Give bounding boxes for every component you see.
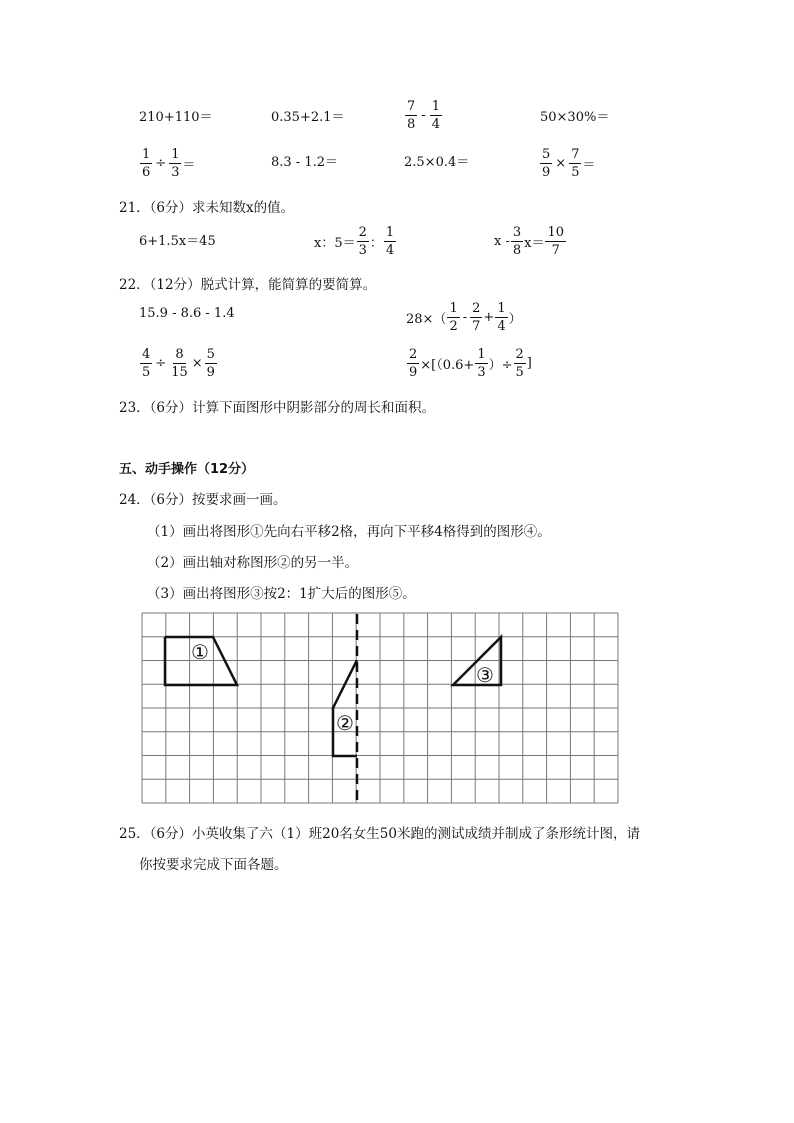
shape-1-label: ①	[191, 640, 209, 664]
fraction: $\frac{7}{8}$	[407, 99, 416, 132]
q22-eq2: 28×（ $\frac{1}{2}$ - $\frac{2}{7}$ + $\frac{1}{4}$ ）	[406, 301, 522, 334]
q22-title: 22．（12分）脱式计算，能简算的要简算。	[119, 277, 377, 293]
q24-step2: （2）画出轴对称图形②的另一半。	[147, 555, 359, 571]
grid-lines	[142, 613, 618, 803]
q24-title: 24．（6分）按要求画一画。	[119, 492, 287, 508]
oral-r1-a: 210+110＝	[139, 110, 213, 125]
oral-r1-b: 0.35+2.1＝	[271, 110, 345, 125]
q24-step3: （3）画出将图形③按2：1扩大后的图形⑤。	[147, 586, 416, 602]
shape-3-label: ③	[476, 663, 494, 687]
drawing-grid[interactable]	[141, 612, 619, 804]
oral-r2-a: $\frac{1}{6}$ ÷ $\frac{1}{3}$ ＝	[142, 147, 196, 180]
q25-line2: 你按要求完成下面各题。	[139, 857, 288, 873]
q23-title: 23．（6分）计算下面图形中阴影部分的周长和面积。	[119, 400, 436, 416]
section-title: 五、动手操作（12分）	[119, 462, 255, 477]
q21-eq2: x：5＝ $\frac{2}{3}$ ： $\frac{1}{4}$	[314, 225, 395, 258]
oral-r2-c: 2.5×0.4＝	[404, 155, 470, 170]
shape-2-label: ②	[336, 711, 354, 735]
q24-step1: （1）画出将图形①先向右平移2格，再向下平移4格得到的图形④。	[147, 524, 551, 540]
oral-r2-d: $\frac{5}{9}$ × $\frac{7}{5}$ ＝	[542, 147, 596, 180]
fraction: $\frac{1}{4}$	[431, 99, 440, 132]
q22-eq4: $\frac{2}{9}$ ×[（0.6+ $\frac{1}{3}$ ）÷ $\frac{2}{5}$ ]	[409, 347, 532, 380]
q25-line1: 25．（6分）小英收集了六（1）班20名女生50米跑的测试成绩并制成了条形统计图，请	[119, 826, 640, 842]
oral-r2-b: 8.3 - 1.2＝	[271, 155, 339, 170]
q21-eq3: x - $\frac{3}{8}$ x＝ $\frac{10}{7}$	[494, 225, 565, 258]
q21-title: 21．（6分）求未知数x的值。	[119, 200, 295, 216]
q22-eq1: 15.9 - 8.6 - 1.4	[139, 306, 235, 321]
q22-eq3: $\frac{4}{5}$ ÷ $\frac{8}{15}$ × $\frac{5}{9}$	[142, 347, 215, 380]
oral-r1-d: 50×30%＝	[540, 110, 610, 125]
oral-r1-c: $\frac{7}{8}$ - $\frac{1}{4}$	[407, 99, 440, 132]
q21-eq1: 6+1.5x＝45	[139, 234, 216, 249]
